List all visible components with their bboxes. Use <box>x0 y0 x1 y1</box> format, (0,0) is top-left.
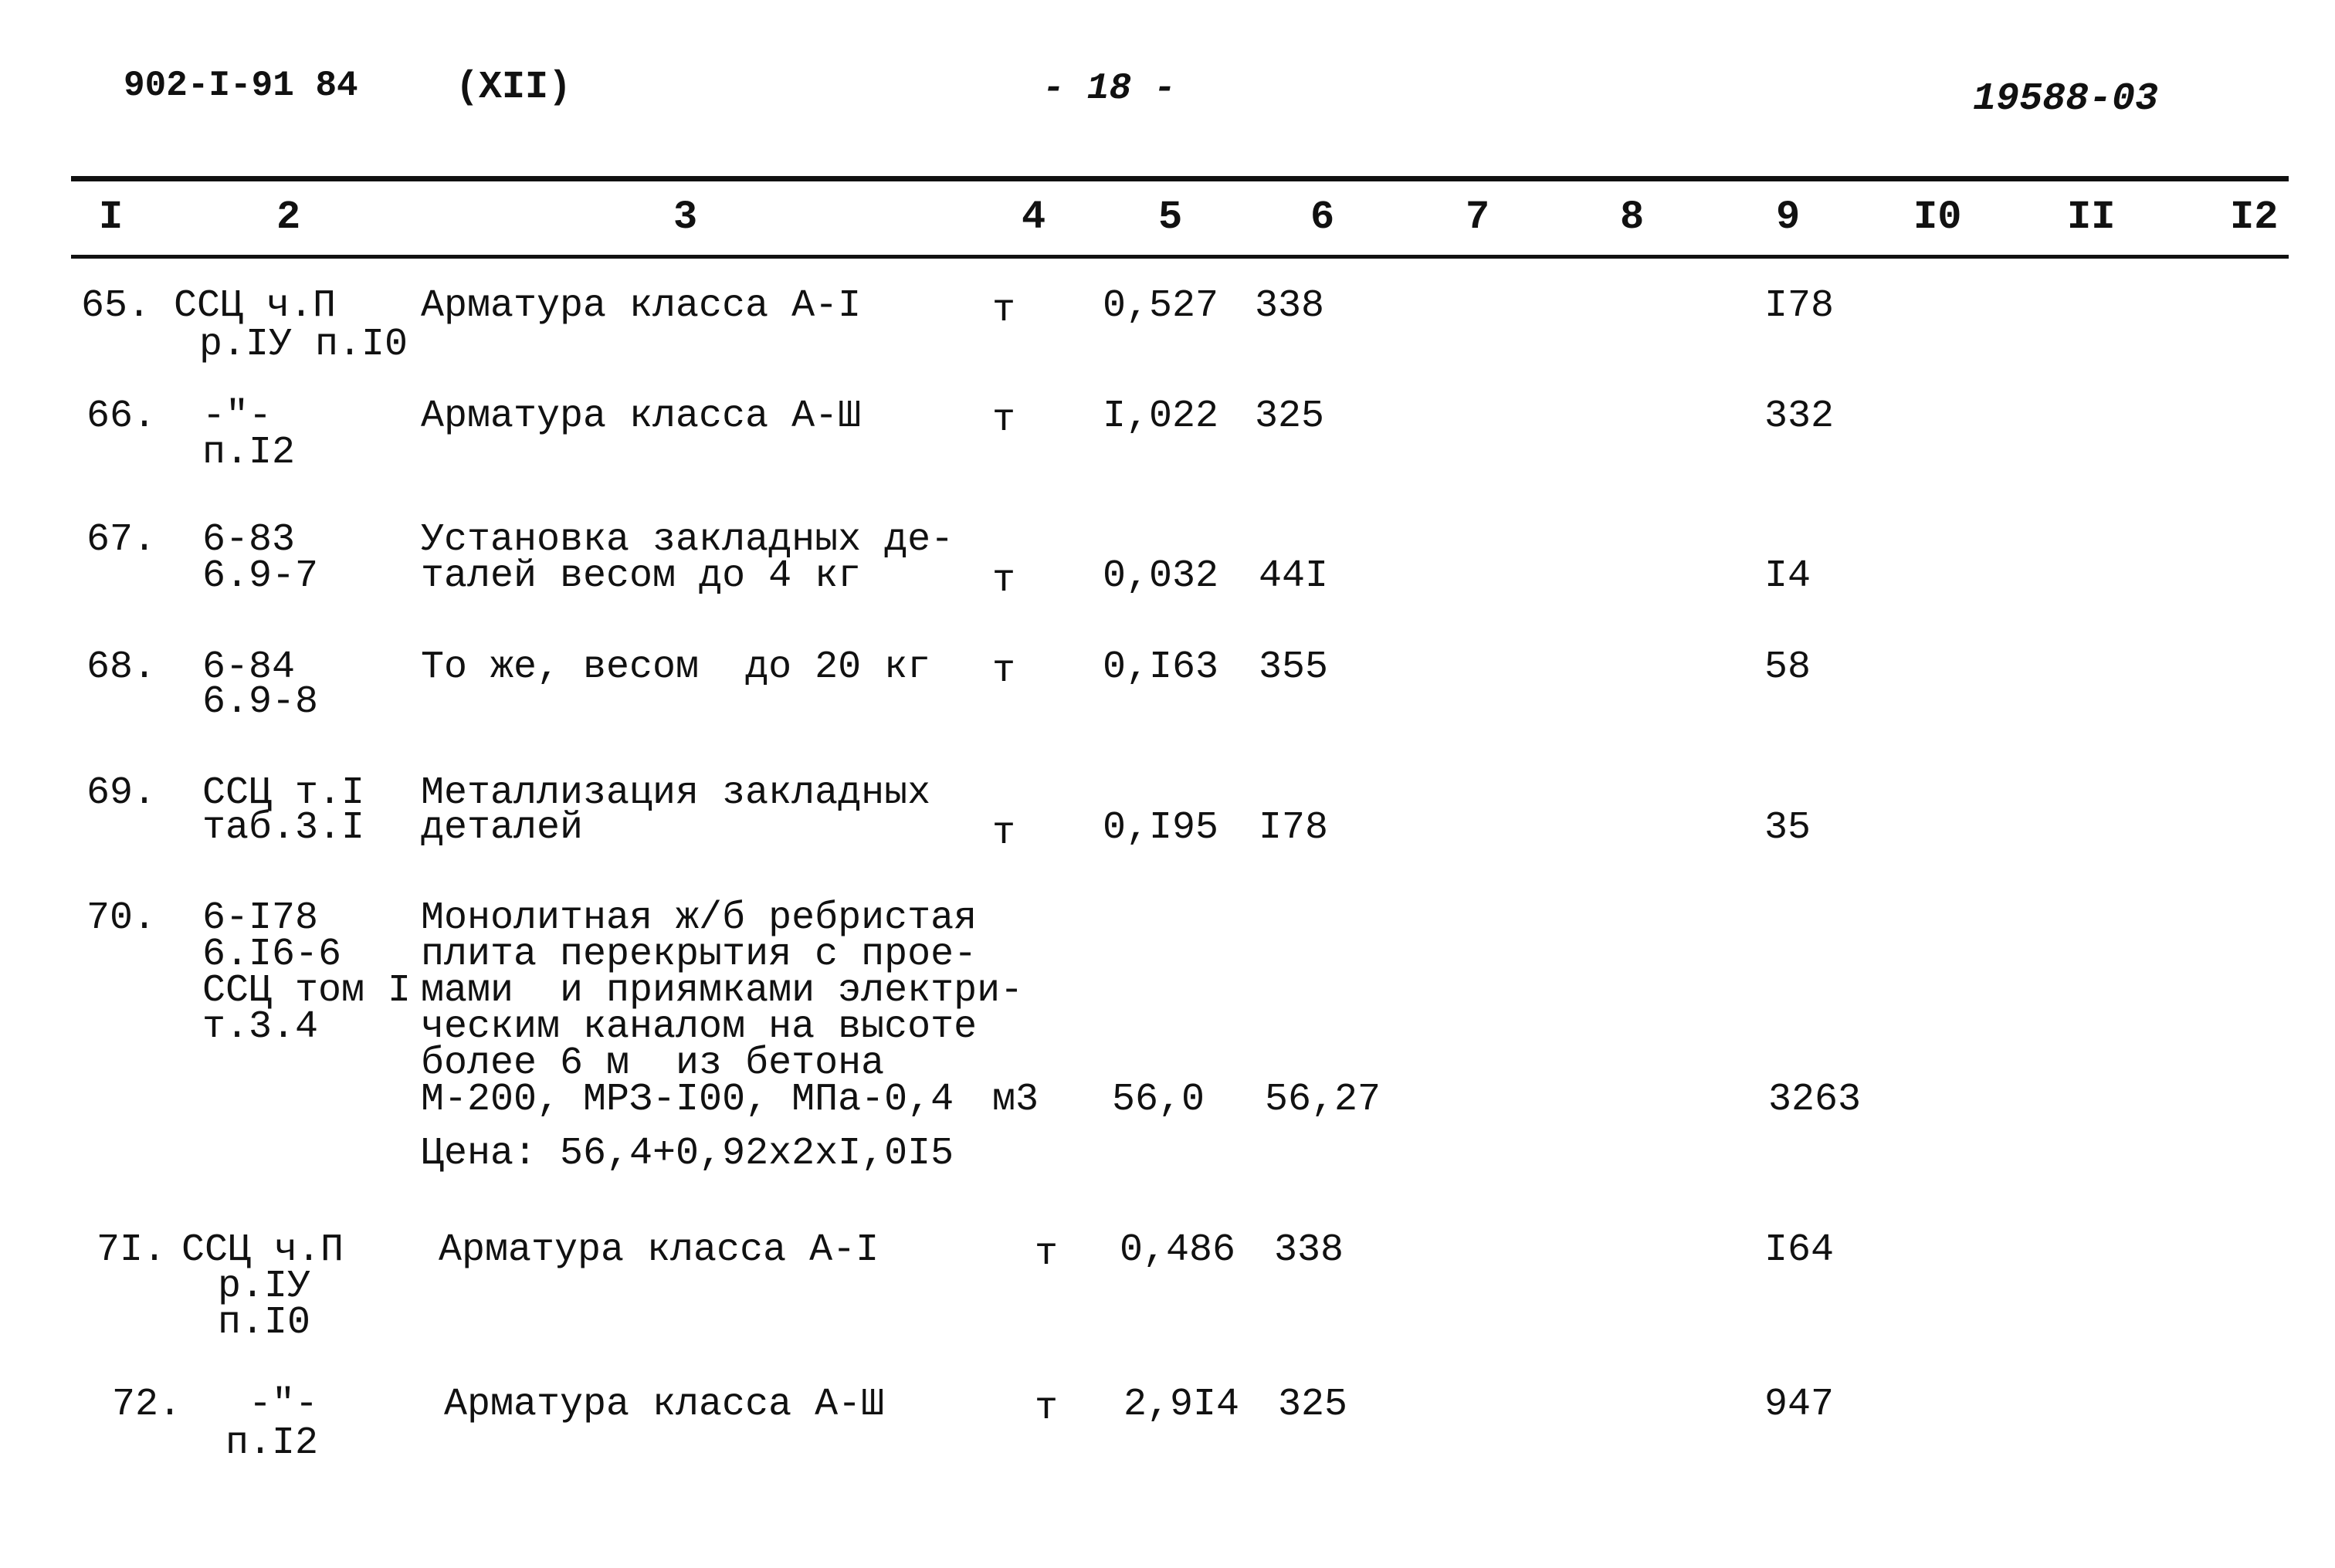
price-cell: I78 <box>1259 806 1329 850</box>
column-header: 9 <box>1776 195 1801 240</box>
reference-line: т.3.4 <box>202 1005 319 1049</box>
unit-cell: т <box>992 289 1016 333</box>
row-number: 65. <box>81 284 151 328</box>
quantity-cell: 2,9I4 <box>1123 1383 1240 1427</box>
row-number: 67. <box>86 518 157 562</box>
reference-line: р.IУ <box>218 1265 311 1309</box>
price-cell: 338 <box>1255 284 1325 328</box>
row-number: 70. <box>86 896 157 940</box>
reference-line: 6-83 <box>202 518 296 562</box>
total-cell: 3263 <box>1768 1078 1862 1122</box>
reference-line: п.I2 <box>202 431 296 475</box>
description-line: Арматура класса А-I <box>439 1228 879 1272</box>
unit-cell: т <box>992 559 1016 603</box>
column-header: 6 <box>1310 195 1335 240</box>
total-cell: 58 <box>1764 645 1811 689</box>
reference-line: 6-I78 <box>202 896 319 940</box>
reference-line: 6.I6-6 <box>202 933 342 977</box>
reference-line: 6.9-8 <box>202 680 319 724</box>
description-line: мами и приямками электри- <box>421 969 1024 1013</box>
quantity-cell: 0,032 <box>1103 554 1219 598</box>
description-line: ческим каналом на высоте <box>421 1005 978 1049</box>
column-header: 8 <box>1620 195 1645 240</box>
description-line: М-200, МРЗ-I00, МПа-0,4 <box>421 1078 954 1122</box>
reference-line: р.IУ п.I0 <box>199 323 408 367</box>
price-cell: 325 <box>1255 395 1325 439</box>
reference-line: 6.9-7 <box>202 554 319 598</box>
unit-cell: т <box>992 811 1016 855</box>
reference-line: ССЦ том I <box>202 969 412 1013</box>
column-header: 3 <box>673 195 698 240</box>
total-cell: 947 <box>1764 1383 1835 1427</box>
price-cell: 325 <box>1278 1383 1348 1427</box>
description-line: Арматура класса А-Ш <box>444 1383 885 1427</box>
reference-line: 6-84 <box>202 645 296 689</box>
quantity-cell: 0,486 <box>1120 1228 1236 1272</box>
description-line: Установка закладных де- <box>421 518 954 562</box>
description-line: Арматура класса А-I <box>421 284 862 328</box>
unit-cell: т <box>1035 1232 1059 1276</box>
page-number: - 18 - <box>1042 68 1176 110</box>
total-cell: 332 <box>1764 395 1835 439</box>
description-line: То же, весом до 20 кг <box>421 645 931 689</box>
reference-line: -"- <box>249 1383 319 1427</box>
description-line: Металлизация закладных <box>421 771 931 815</box>
row-number: 68. <box>86 645 157 689</box>
column-header: I2 <box>2230 195 2279 240</box>
row-number: 66. <box>86 395 157 439</box>
description-line: Арматура класса А-Ш <box>421 395 862 439</box>
description-line: деталей <box>421 806 584 850</box>
reference-line: ССЦ т.I <box>202 771 365 815</box>
reference-line: п.I2 <box>225 1421 319 1465</box>
price-cell: 355 <box>1259 645 1329 689</box>
row-number: 69. <box>86 771 157 815</box>
column-header: I0 <box>1913 195 1962 240</box>
reference-line: ССЦ ч.П <box>174 284 337 328</box>
reference-line: п.I0 <box>218 1301 311 1345</box>
description-line: талей весом до 4 кг <box>421 554 862 598</box>
description-line: плита перекрытия с прое- <box>421 933 978 977</box>
row-number: 7I. <box>97 1228 167 1272</box>
quantity-cell: 0,I95 <box>1103 806 1219 850</box>
quantity-cell: I,022 <box>1103 395 1219 439</box>
column-header: 7 <box>1466 195 1490 240</box>
total-cell: I4 <box>1764 554 1811 598</box>
row-number: 72. <box>112 1383 182 1427</box>
total-cell: 35 <box>1764 806 1811 850</box>
reference-line: ССЦ ч.П <box>181 1228 344 1272</box>
price-cell: 338 <box>1274 1228 1344 1272</box>
quantity-cell: 56,0 <box>1112 1078 1205 1122</box>
column-header: 4 <box>1022 195 1046 240</box>
quantity-cell: 0,527 <box>1103 284 1219 328</box>
reference-line: -"- <box>202 395 273 439</box>
description-line: Монолитная ж/б ребристая <box>421 896 978 940</box>
unit-cell: т <box>992 649 1016 693</box>
column-header: 2 <box>276 195 301 240</box>
column-header: 5 <box>1158 195 1183 240</box>
column-header: I <box>99 195 124 240</box>
price-cell: 56,27 <box>1265 1078 1381 1122</box>
table-header-rule <box>71 255 2289 259</box>
document-code: 902-I-91 84 <box>124 66 358 106</box>
description-line: более 6 м из бетона <box>421 1041 885 1085</box>
unit-cell: м3 <box>992 1078 1039 1122</box>
total-cell: I64 <box>1764 1228 1835 1272</box>
quantity-cell: 0,I63 <box>1103 645 1219 689</box>
total-cell: I78 <box>1764 284 1835 328</box>
column-header: II <box>2067 195 2116 240</box>
section-roman-numeral: (XII) <box>456 66 572 110</box>
reference-line: таб.3.I <box>202 806 365 850</box>
table-top-rule <box>71 176 2289 181</box>
unit-cell: т <box>1035 1387 1059 1431</box>
price-formula: Цена: 56,4+0,92x2xI,0I5 <box>421 1132 954 1176</box>
document-number: 19588-03 <box>1973 77 2159 121</box>
price-cell: 44I <box>1259 554 1329 598</box>
unit-cell: т <box>992 398 1016 442</box>
